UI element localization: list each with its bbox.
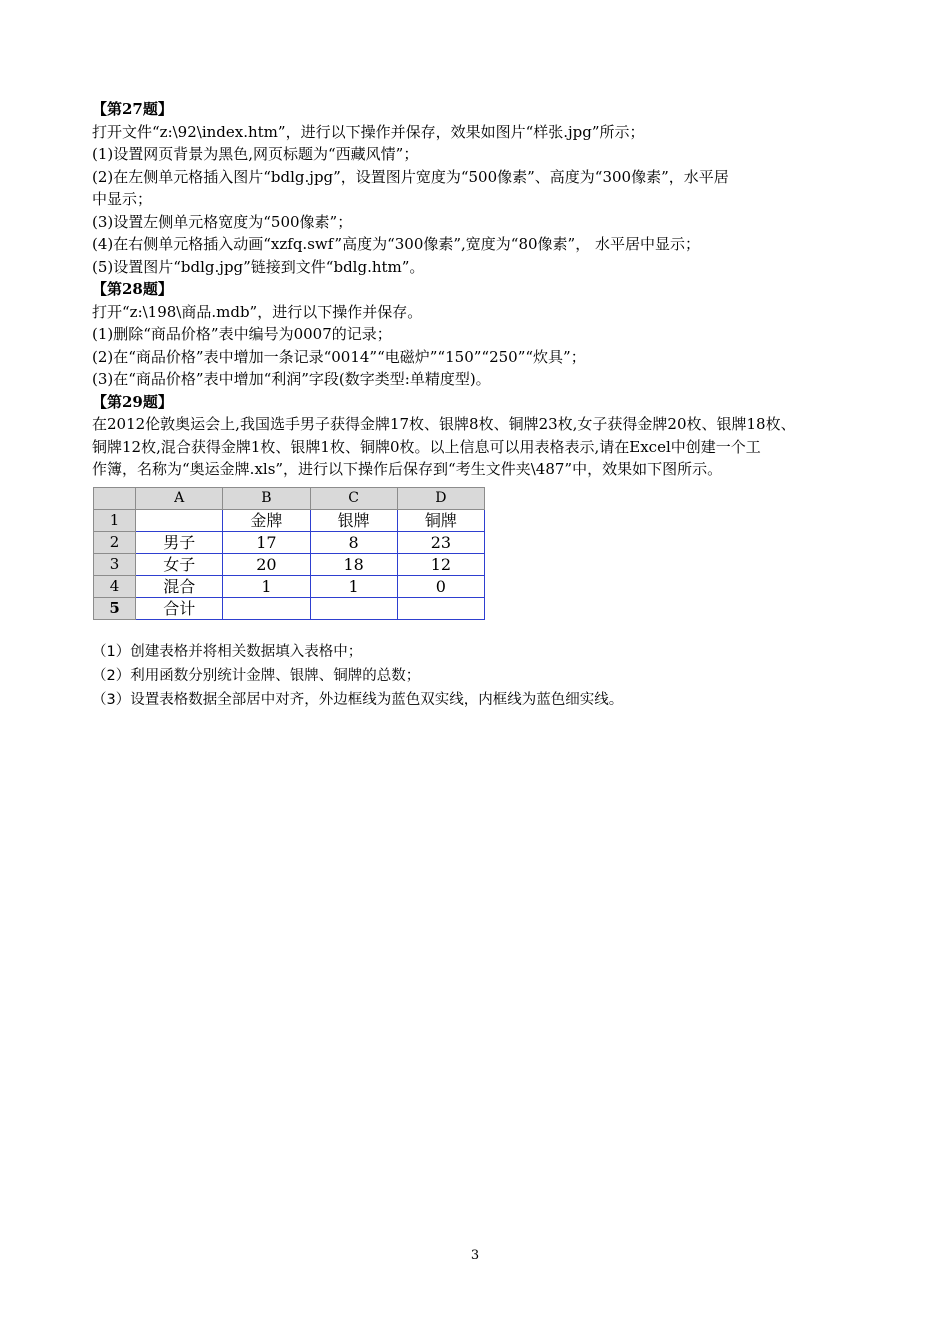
spreadsheet-table [93,487,485,620]
spreadsheet-screenshot [93,487,485,620]
q29-line-2: 铜牌12枚,混合获得金牌1枚、银牌1枚、铜牌0枚。以上信息可以用表格表示,请在Excel中创建一个工 [92,437,761,456]
select-all-corner [94,487,136,509]
q29-heading: 【第29题】 [92,392,173,411]
cell-b1: 金牌 [223,509,310,531]
page-number: 3 [470,1248,480,1263]
q27-line-5: (3)设置左侧单元格宽度为“500像素”； [92,212,353,231]
cell-b3: 20 [223,553,310,575]
cell-a5: 合计 [136,597,223,619]
q29-task-2: （2）利用函数分别统计金牌、银牌、铜牌的总数； [92,667,421,684]
table-row [94,531,485,553]
q29-line-3: 作簿，名称为“奥运金牌.xls”，进行以下操作后保存到“考生文件夹\487”中，效果如下图所示。 [92,460,723,478]
q29-task-3: （3）设置表格数据全部居中对齐，外边框线为蓝色双实线，内框线为蓝色细实线。 [92,691,624,708]
cell-c3: 18 [310,553,397,575]
column-header-row [94,487,485,509]
q27-heading: 【第27题】 [92,100,173,118]
cell-c1: 银牌 [310,509,397,531]
table-row [94,553,485,575]
q28-line-4: (3)在“商品价格”表中增加“利润”字段(数字类型:单精度型)。 [92,370,491,388]
q27-line-7: (5)设置图片“bdlg.jpg”链接到文件“bdlg.htm”。 [92,257,425,276]
cell-b5 [223,597,310,619]
cell-b2: 17 [223,531,310,553]
row-header: 2 [94,531,136,553]
q28-line-3: (2)在“商品价格”表中增加一条记录“0014”“电磁炉”“150”“250”“炊具”； [92,347,586,366]
cell-c5 [310,597,397,619]
q27-line-4: 中显示； [92,190,153,208]
cell-d4: 0 [397,575,484,597]
q29-task-1: （1）创建表格并将相关数据填入表格中； [92,643,363,660]
row-header: 4 [94,575,136,597]
table-row [94,597,485,619]
document-page [92,98,882,712]
table-row [94,575,485,597]
column-header-d: D [397,487,484,509]
cell-a2: 男子 [136,531,223,553]
column-header-a: A [136,487,223,509]
cell-d3: 12 [397,553,484,575]
q28-line-1: 打开“z:\198\商品.mdb”，进行以下操作并保存。 [92,302,423,321]
cell-d5 [397,597,484,619]
table-row [94,509,485,531]
cell-a4: 混合 [136,575,223,597]
q28-heading: 【第28题】 [92,280,173,298]
q27-line-2: (1)设置网页背景为黑色,网页标题为“西藏风情”； [92,145,419,163]
cell-d1: 铜牌 [397,509,484,531]
row-header: 5 [94,597,136,619]
row-header: 1 [94,509,136,531]
cell-a1 [136,509,223,531]
cell-c2: 8 [310,531,397,553]
cell-d2: 23 [397,531,484,553]
column-header-c: C [310,487,397,509]
q27-line-3: (2)在左侧单元格插入图片“bdlg.jpg”，设置图片宽度为“500像素”、高度为“300像素”，水平居 [92,167,729,186]
q29-line-1: 在2012伦敦奥运会上,我国选手男子获得金牌17枚、银牌8枚、铜牌23枚,女子获得金牌20枚、银牌18枚、 [92,415,796,433]
cell-b4: 1 [223,575,310,597]
q28-line-2: (1)删除“商品价格”表中编号为0007的记录； [92,325,392,343]
q27-line-1: 打开文件“z:\92\index.htm”，进行以下操作并保存，效果如图片“样张.jpg”所示； [92,122,645,141]
cell-c4: 1 [310,575,397,597]
column-header-b: B [223,487,310,509]
q29-tasks [92,640,882,712]
cell-a3: 女子 [136,553,223,575]
row-header: 3 [94,553,136,575]
q27-line-6: (4)在右侧单元格插入动画“xzfq.swf”高度为“300像素”,宽度为“80像素”， 水平居中显示； [92,235,700,253]
